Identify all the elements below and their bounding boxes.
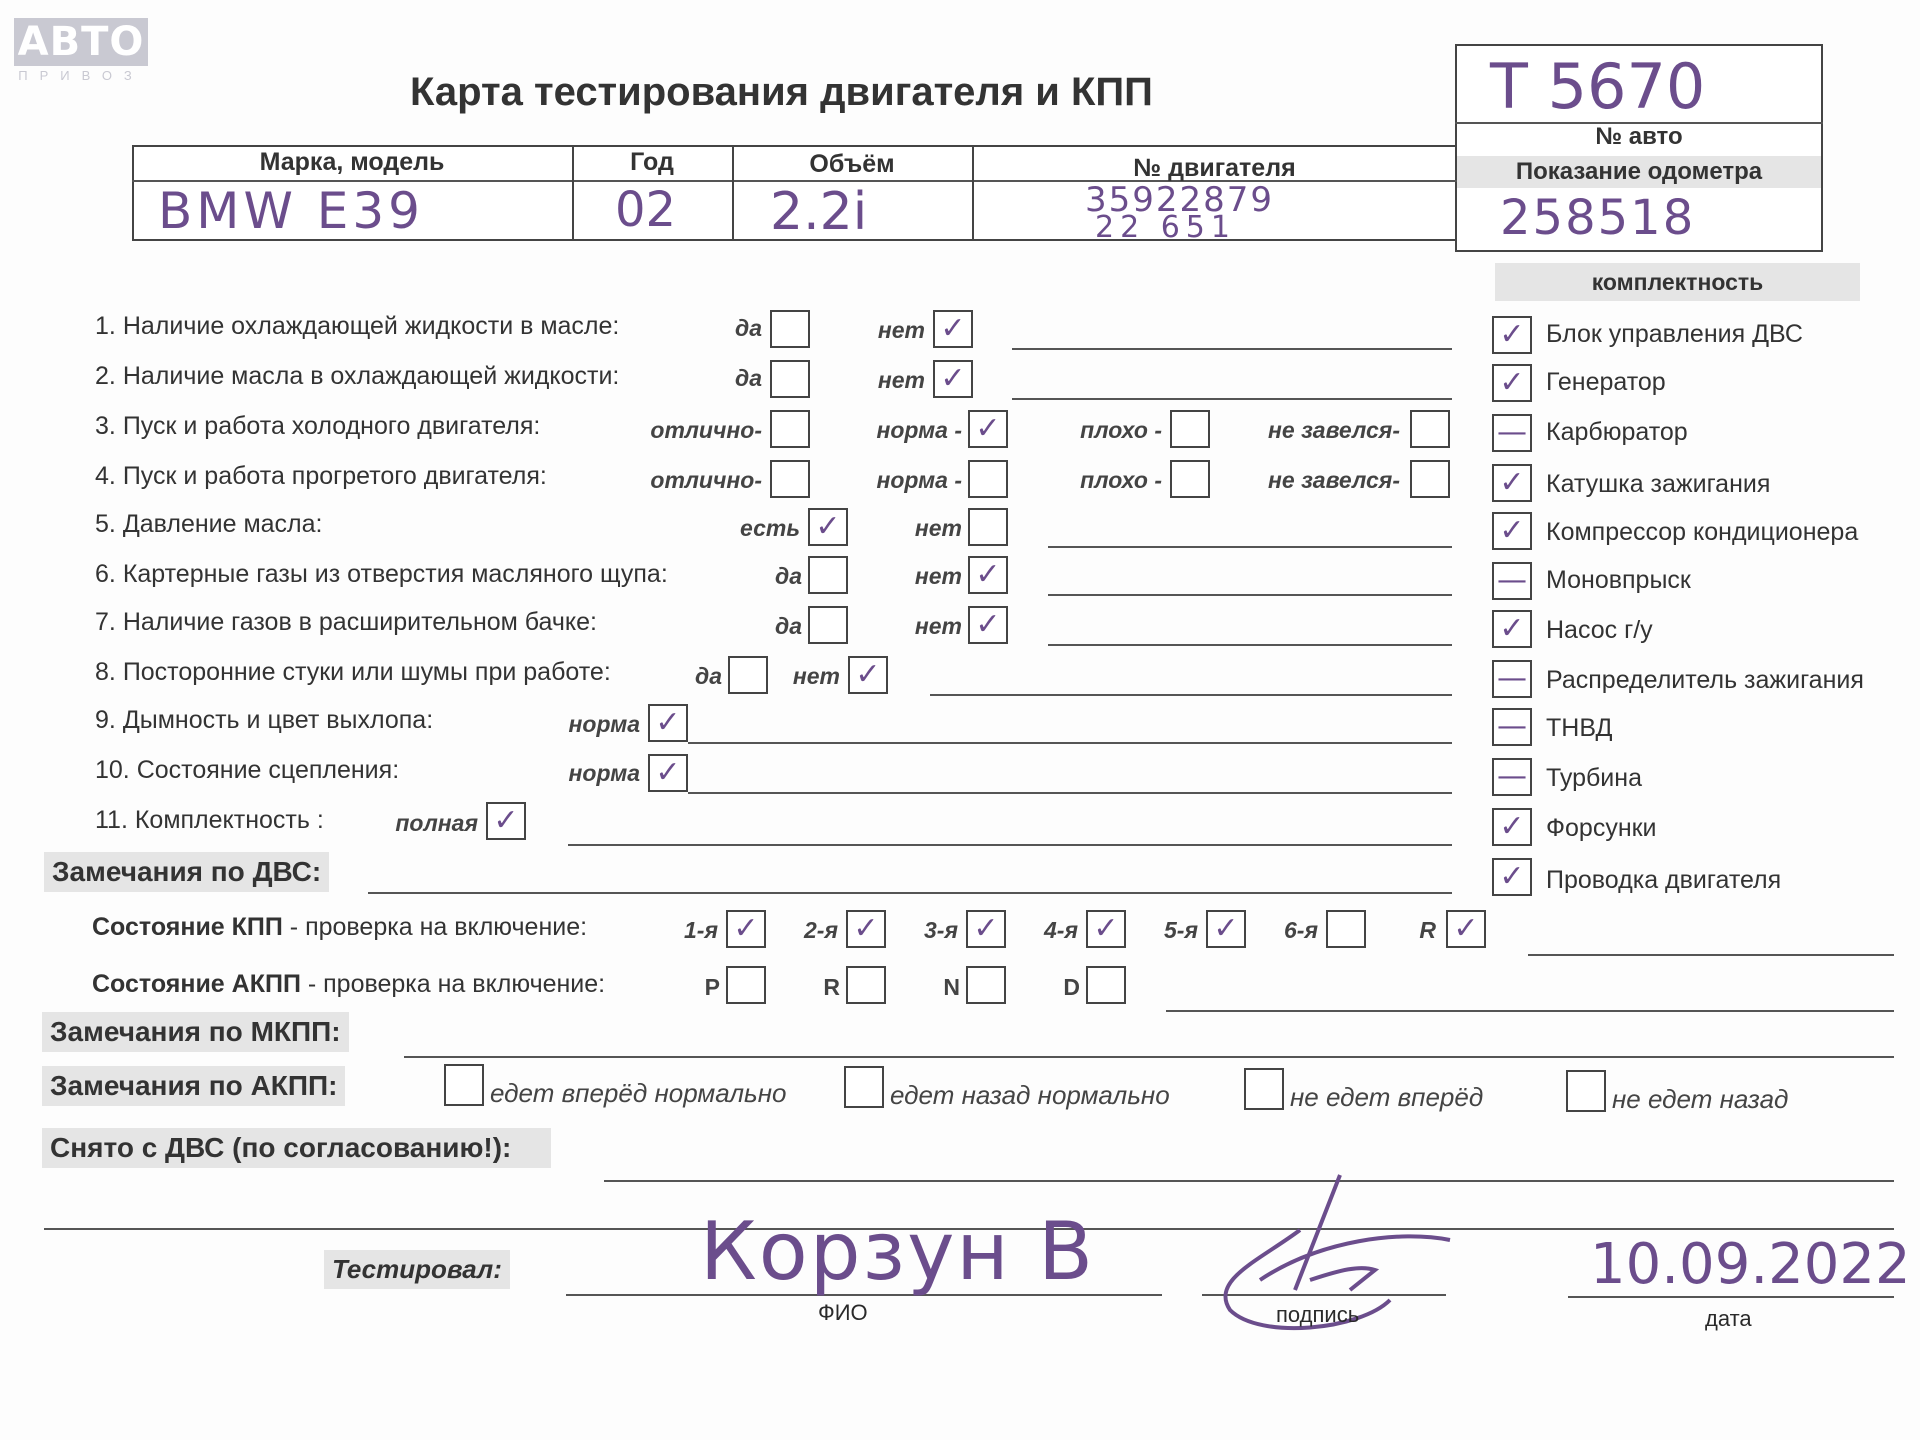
kpp-gear-6-checkbox[interactable] (1326, 910, 1366, 948)
q4-checkbox-bad[interactable] (1170, 460, 1210, 498)
kit-title: комплектность (1495, 263, 1860, 301)
akpp-backward-ok-checkbox[interactable] (844, 1066, 884, 1108)
q5-checkbox-no[interactable] (968, 508, 1008, 546)
q3-checkbox-no-start[interactable] (1410, 410, 1450, 448)
dvs-remarks-label: Замечания по ДВС: (44, 852, 329, 892)
q4-checkbox-excellent[interactable] (770, 460, 810, 498)
question-11: 11. Комплектность : (95, 806, 324, 834)
make-label: Марка, модель (259, 148, 445, 176)
question-8: 8. Посторонние стуки или шумы при работе: (95, 658, 611, 686)
kit-item-4: Компрессор кондиционера (1546, 518, 1859, 546)
car-number-value: T 5670 (1490, 50, 1706, 123)
akpp-label: Состояние АКПП - проверка на включение: (92, 970, 606, 998)
engine-number-value-1: 35922879 (1085, 180, 1275, 220)
year-label: Год (630, 148, 674, 176)
question-7: 7. Наличие газов в расширительном бачке: (95, 608, 597, 636)
q3-checkbox-bad[interactable] (1170, 410, 1210, 448)
kit-item-2: Карбюратор (1546, 418, 1688, 446)
akpp-mode-n-checkbox[interactable] (966, 966, 1006, 1004)
q7-checkbox-yes[interactable] (808, 606, 848, 644)
question-1: 1. Наличие охлаждающей жидкости в масле: (95, 312, 620, 340)
akpp-no-forward-checkbox[interactable] (1244, 1068, 1284, 1110)
akpp-mode-r-checkbox[interactable] (846, 966, 886, 1004)
mkpp-remarks-label: Замечания по МКПП: (42, 1012, 349, 1052)
kit-item-6: Насос г/у (1546, 616, 1653, 644)
name-caption: ФИО (818, 1300, 868, 1325)
q1-checkbox-yes[interactable] (770, 310, 810, 348)
tester-name: Корзун В (700, 1205, 1096, 1298)
engine-number-label: № двигателя (1133, 154, 1296, 182)
brand-logo-subtitle: ПРИВОЗ (18, 68, 144, 83)
kit-item-11: Проводка двигателя (1546, 866, 1782, 894)
odometer-label: Показание одометра (1457, 156, 1821, 188)
q2-checkbox-yes[interactable] (770, 360, 810, 398)
question-3: 3. Пуск и работа холодного двигателя: (95, 412, 541, 440)
removed-label: Снято с ДВС (по согласованию!): (42, 1128, 551, 1168)
date-caption: дата (1705, 1306, 1752, 1331)
akpp-remarks-label: Замечания по АКПП: (42, 1066, 345, 1106)
page-title: Карта тестирования двигателя и КПП (410, 70, 1153, 114)
q6-checkbox-yes[interactable] (808, 556, 848, 594)
kit-item-9: Турбина (1546, 764, 1642, 792)
kit-item-3: Катушка зажигания (1546, 470, 1771, 498)
car-number-label: № авто (1595, 123, 1683, 150)
akpp-forward-ok-checkbox[interactable] (444, 1064, 484, 1106)
question-6: 6. Картерные газы из отверстия масляного щупа: (95, 560, 668, 588)
test-card-page: АВТО ПРИВОЗ Карта тестирования двигателя и КПП T 5670 № авто Показание одометра 258518 Марка, модель Год Объём № двигателя BMW E39 02 2.2i 35922879 22 651 1. Наличие охлаждающей жидкости в масле: да нет ✓ 2. Наличие масла в охлаждающей жидкости: да нет ✓ 3. Пуск и работа холодного двигателя: отлично- норма - ✓ плохо - не завелся- 4. Пуск и работа прогретого двигателя: отлично- норма - плохо - не завелся- 5. Давление масла: есть ✓ нет 6. Картерные газы из отверстия масляного щупа: да нет ✓ 7. Наличие газов в расширительном бачке: да нет ✓ 8. Посторонние стуки или шумы при работе: да нет ✓ 9. Дымность и цвет выхлопа: норма ✓ 10. Состояние сцепления: норма ✓ 11. Комплектность : полная ✓ комплектность ✓ Блок управления ДВС ✓ Генератор — Карбюратор ✓ Катушка зажигания ✓ Компрессор кондиционера — Моновпрыск ✓ Насос г/у — Распределитель зажигания — ТНВД — Турбина ✓ Форсунки ✓ Проводка двигателя Замечания по ДВС: Состояние КПП - проверка на включение: 1-я ✓ 2-я ✓ 3-я ✓ 4-я ✓ 5-я ✓ 6-я R ✓ Состояние АКПП - проверка на включение: P R N D Замечания по МКПП: Замечания по АКПП: едет вперёд нормально едет назад нормально не едет вперёд не едет назад Снято с ДВС (по согласованию!): Тестировал: Корзун В ФИО подпись 10.09.2022 дата (0, 0, 1920, 1440)
volume-label: Объём (809, 150, 895, 178)
question-10: 10. Состояние сцепления: (95, 756, 400, 784)
question-9: 9. Дымность и цвет выхлопа: (95, 706, 434, 734)
kit-item-0: Блок управления ДВС (1546, 320, 1803, 348)
q4-checkbox-normal[interactable] (968, 460, 1008, 498)
kit-item-1: Генератор (1546, 368, 1666, 396)
odometer-value: 258518 (1500, 190, 1696, 246)
make-value: BMW E39 (158, 182, 424, 240)
mkpp-remarks-line[interactable] (404, 1056, 1894, 1058)
year-value: 02 (615, 182, 677, 238)
volume-value: 2.2i (770, 182, 868, 242)
dvs-remarks-line[interactable] (368, 892, 1452, 894)
tested-by-label: Тестировал: (324, 1250, 510, 1289)
akpp-mode-d-checkbox[interactable] (1086, 966, 1126, 1004)
question-5: 5. Давление масла: (95, 510, 323, 538)
kit-item-8: ТНВД (1546, 714, 1613, 742)
kit-item-10: Форсунки (1546, 814, 1657, 842)
kit-item-5: Моновпрыск (1546, 566, 1691, 594)
akpp-mode-p-checkbox[interactable] (726, 966, 766, 1004)
engine-number-value-2: 22 651 (1095, 210, 1236, 245)
question-2: 2. Наличие масла в охлаждающей жидкости: (95, 362, 620, 390)
signature-caption: подпись (1276, 1302, 1360, 1327)
test-date: 10.09.2022 (1590, 1232, 1911, 1297)
akpp-no-backward-checkbox[interactable] (1566, 1070, 1606, 1112)
brand-logo: АВТО (14, 18, 148, 66)
q3-checkbox-excellent[interactable] (770, 410, 810, 448)
kpp-label: Состояние КПП - проверка на включение: (92, 913, 588, 941)
q4-checkbox-no-start[interactable] (1410, 460, 1450, 498)
q8-checkbox-yes[interactable] (728, 656, 768, 694)
question-4: 4. Пуск и работа прогретого двигателя: (95, 462, 547, 490)
kit-item-7: Распределитель зажигания (1546, 666, 1864, 694)
